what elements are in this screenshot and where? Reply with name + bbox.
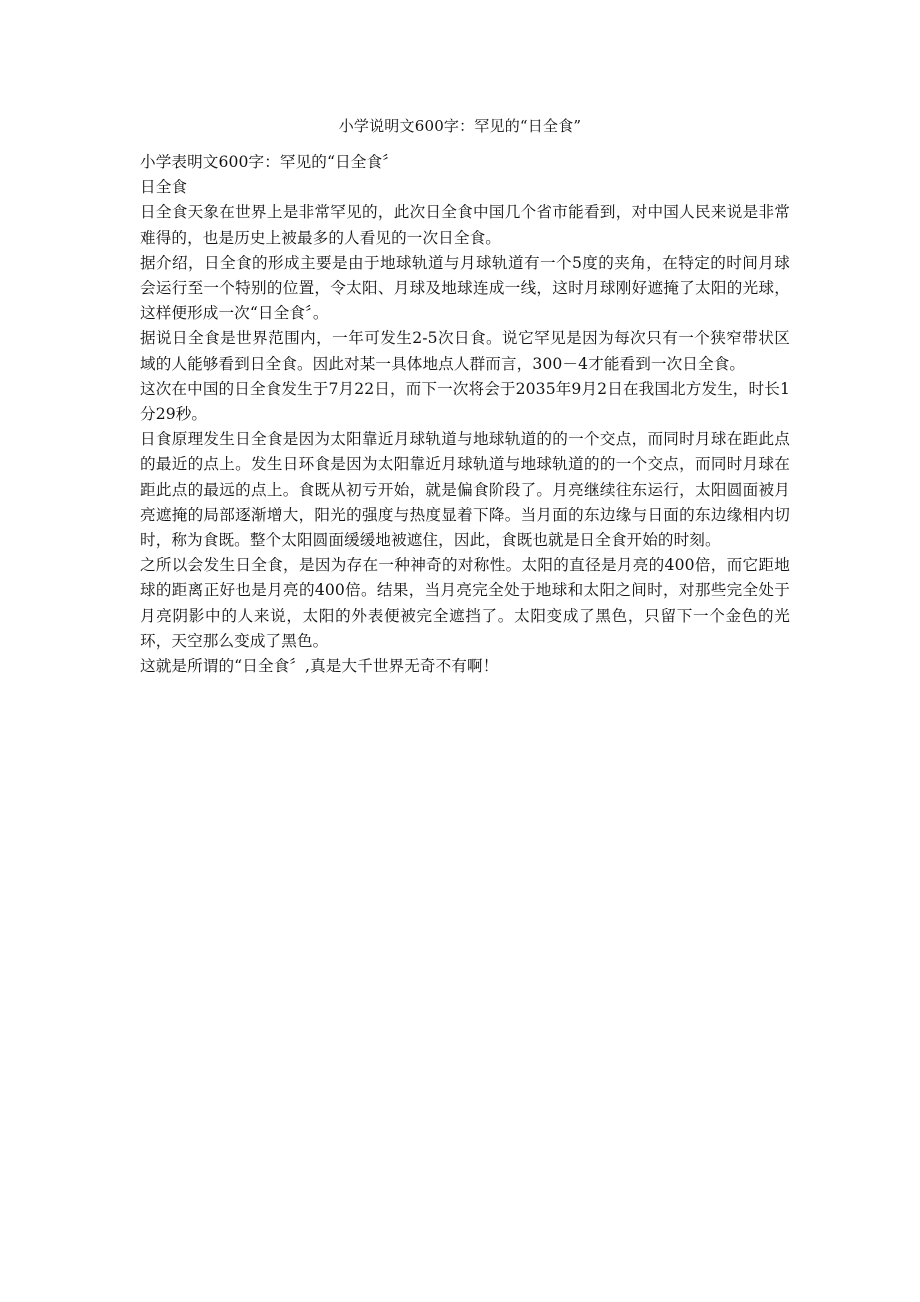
body-heading: 日全食 — [140, 178, 188, 197]
body-paragraph: 之所以会发生日全食，是因为存在一种神奇的对称性。太阳的直径是月亮的400倍，而它距地球的距离正好也是月亮的400倍。结果，当月亮完全处于地球和太阳之间时，对那些完全处于月亮阴影中的人来说，太阳的外表便被完全遮挡了。太阳变成了黑色，只留下一个金色的光环，天空那么变成了黑色。 — [140, 556, 790, 650]
body-paragraph: 日全食天象在世界上是非常罕见的，此次日全食中国几个省市能看到，对中国人民来说是非常难得的，也是历史上被最多的人看见的一次日全食。 — [140, 203, 790, 247]
body-paragraph: 日食原理发生日全食是因为太阳靠近月球轨道与地球轨道的的一个交点，而同时月球在距此点的最近的点上。发生日环食是因为太阳靠近月球轨道与地球轨道的的一个交点，而同时月球在距此点的最远的点上。食既从初亏开始，就是偏食阶段了。月亮继续往东运行，太阳圆面被月亮遮掩的局部逐渐增大，阳光的强度与热度显着下降。当月面的东边缘与日面的东边缘相内切时，称为食既。整个太阳圆面缓缓地被遮住，因此，食既也就是日全食开始的时刻。 — [140, 430, 790, 550]
body-paragraph: 据说日全食是世界范围内，一年可发生2-5次日食。说它罕见是因为每次只有一个狭窄带状区域的人能够看到日全食。因此对某一具体地点人群而言，300－4才能看到一次日全食。 — [140, 329, 790, 373]
body-closing: 这就是所谓的“日全食〞,真是大千世界无奇不有啊！ — [140, 657, 499, 676]
document-body — [140, 150, 790, 679]
body-paragraph: 据介绍，日全食的形成主要是由于地球轨道与月球轨道有一个5度的夹角，在特定的时间月球会运行至一个特别的位置，令太阳、月球及地球连成一线，这时月球刚好遮掩了太阳的光球，这样便形成一次“日全食〞。 — [140, 253, 790, 323]
body-subtitle: 小学表明文600字：罕见的“日全食〞 — [140, 153, 398, 171]
document-title: 小学说明文600字：罕见的“日全食” — [338, 117, 582, 135]
body-paragraph: 这次在中国的日全食发生于7月22日，而下一次将会于2035年9月2日在我国北方发生，时长1分29秒。 — [140, 379, 790, 424]
